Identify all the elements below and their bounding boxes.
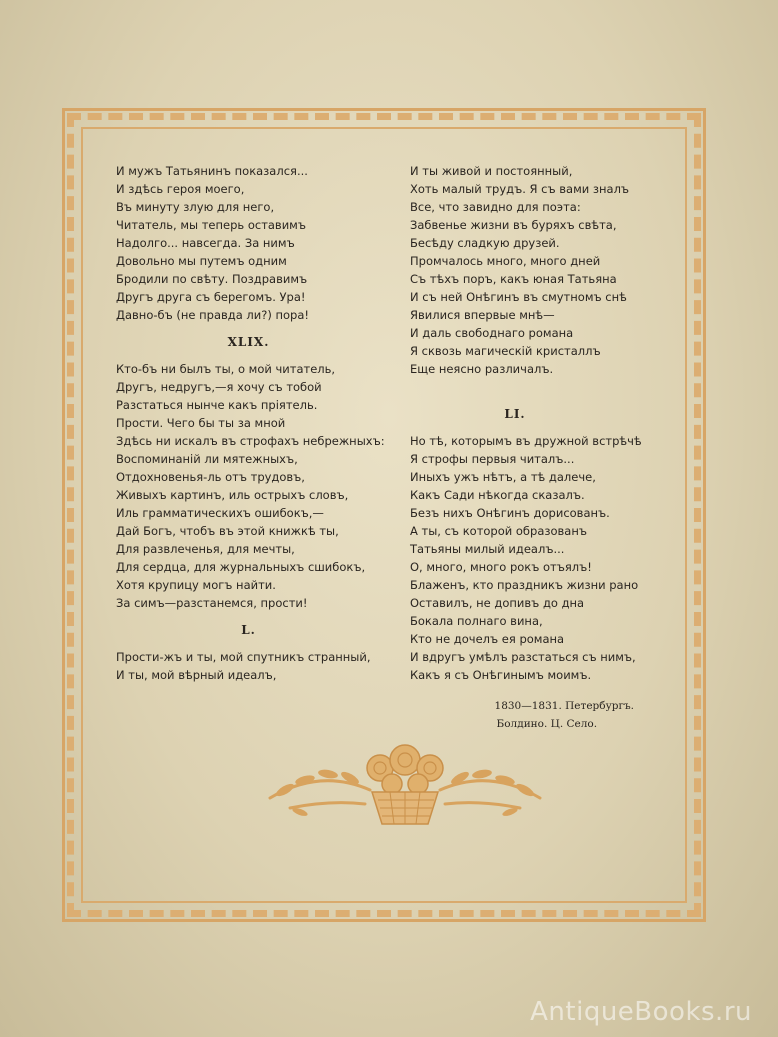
verse-line: Блаженъ, кто праздникъ жизни рано [410, 578, 639, 592]
verse-line: Довольно мы путемъ одним [116, 254, 287, 268]
verse-line: Иныхъ ужъ нѣтъ, а тѣ далече, [410, 470, 596, 484]
stanza-heading-xlix: XLIX. [227, 335, 270, 349]
verse-line: Другъ друга съ берегомъ. Ура! [116, 290, 306, 304]
stanza-opening [116, 162, 406, 324]
verse-line: Живыхъ картинъ, иль острыхъ словъ, [116, 488, 349, 502]
verse-line: Дай Богъ, чтобъ въ этой книжкѣ ты, [116, 524, 339, 538]
verse-line: Разстаться нынче какъ прiятель. [116, 398, 318, 412]
stanza-heading-l: L. [241, 623, 256, 637]
verse-line: И съ ней Онѣгинъ въ смутномъ снѣ [410, 290, 627, 304]
verse-line: И ты, мой вѣрный идеалъ, [116, 668, 277, 682]
verse-line: Иль грамматическихъ ошибокъ,— [116, 506, 324, 520]
verse-line: И ты живой и постоянный, [410, 164, 573, 178]
watermark-text: AntiqueBooks.ru [530, 997, 752, 1027]
verse-line: Бродили по свѣту. Поздравимъ [116, 272, 308, 286]
verse-line: Отдохновенья-ль отъ трудовъ, [116, 470, 305, 484]
verse-line: Какъ Сади нѣкогда сказалъ. [410, 488, 585, 502]
stanza-l-continued [410, 162, 650, 378]
verse-line: Бокала полнаго вина, [410, 614, 543, 628]
verse-line: Я сквозь магическiй кристаллъ [410, 344, 601, 358]
verse-line: Кто-бъ ни былъ ты, о мой читатель, [116, 362, 336, 376]
signature-places: Болдино. Ц. Село. [496, 718, 598, 730]
verse-line: Воспоминанiй ли мятежныхъ, [116, 452, 298, 466]
left-text-column [116, 162, 406, 684]
verse-line: За симъ—разстанемся, прости! [116, 596, 308, 610]
verse-line: Промчалось много, много дней [410, 254, 601, 268]
verse-line: И вдругъ умѣлъ разстаться съ нимъ, [410, 650, 636, 664]
verse-line: Хоть малый трудъ. Я съ вами зналъ [410, 182, 630, 196]
verse-line: Еще неясно различалъ. [410, 362, 554, 376]
verse-line: Татьяны милый идеалъ... [410, 542, 565, 556]
verse-line: А ты, съ которой образованъ [410, 524, 587, 538]
verse-line: Явилися впервые мнѣ— [410, 308, 555, 322]
verse-line: Читатель, мы теперь оставимъ [116, 218, 306, 232]
verse-line: Другъ, недругъ,—я хочу съ тобой [116, 380, 322, 394]
stanza-l [116, 648, 406, 684]
verse-line: Какъ я съ Онѣгинымъ моимъ. [410, 668, 592, 682]
verse-line: Для развлеченья, для мечты, [116, 542, 295, 556]
verse-line: Прости. Чего бы ты за мной [116, 416, 286, 430]
verse-line: Для сердца, для журнальныхъ сшибокъ, [116, 560, 366, 574]
verse-line: Я строфы первыя читалъ... [410, 452, 575, 466]
stanza-heading-li: LI. [504, 407, 526, 421]
verse-line: Но тѣ, которымъ въ дружной встрѣчѣ [410, 434, 642, 448]
verse-line: Съ тѣхъ поръ, какъ юная Татьяна [410, 272, 617, 286]
verse-line: Въ минуту злую для него, [116, 200, 275, 214]
verse-line: Давно-бъ (не правда ли?) пора! [116, 308, 310, 322]
right-text-column [410, 162, 650, 684]
verse-line: И даль свободнаго романа [410, 326, 574, 340]
verse-line: Бесѣду сладкую друзей. [410, 236, 560, 250]
signature-dates: 1830—1831. Петербургъ. [494, 700, 634, 712]
stanza-xlix [116, 360, 406, 612]
verse-line: О, много, много рокъ отъялъ! [410, 560, 592, 574]
verse-line: Здѣсь ни искалъ въ строфахъ небрежныхъ: [116, 434, 385, 448]
floral-basket-vignette-icon [260, 738, 550, 833]
verse-line: Хотя крупицу могъ найти. [116, 578, 276, 592]
verse-line: Надолго... навсегда. За нимъ [116, 236, 295, 250]
verse-line: Забвенье жизни въ буряхъ свѣта, [410, 218, 617, 232]
verse-line: Кто не дочелъ ея романа [410, 632, 565, 646]
verse-line: Прости-жъ и ты, мой спутникъ странный, [116, 650, 371, 664]
verse-line: Оставилъ, не допивъ до дна [410, 596, 585, 610]
date-place-signature [495, 697, 634, 733]
verse-line: И мужъ Татьянинъ показался... [116, 164, 308, 178]
verse-line: И здѣсь героя моего, [116, 182, 245, 196]
stanza-li [410, 432, 650, 684]
verse-line: Все, что завидно для поэта: [410, 200, 581, 214]
verse-line: Безъ нихъ Онѣгинъ дорисованъ. [410, 506, 610, 520]
